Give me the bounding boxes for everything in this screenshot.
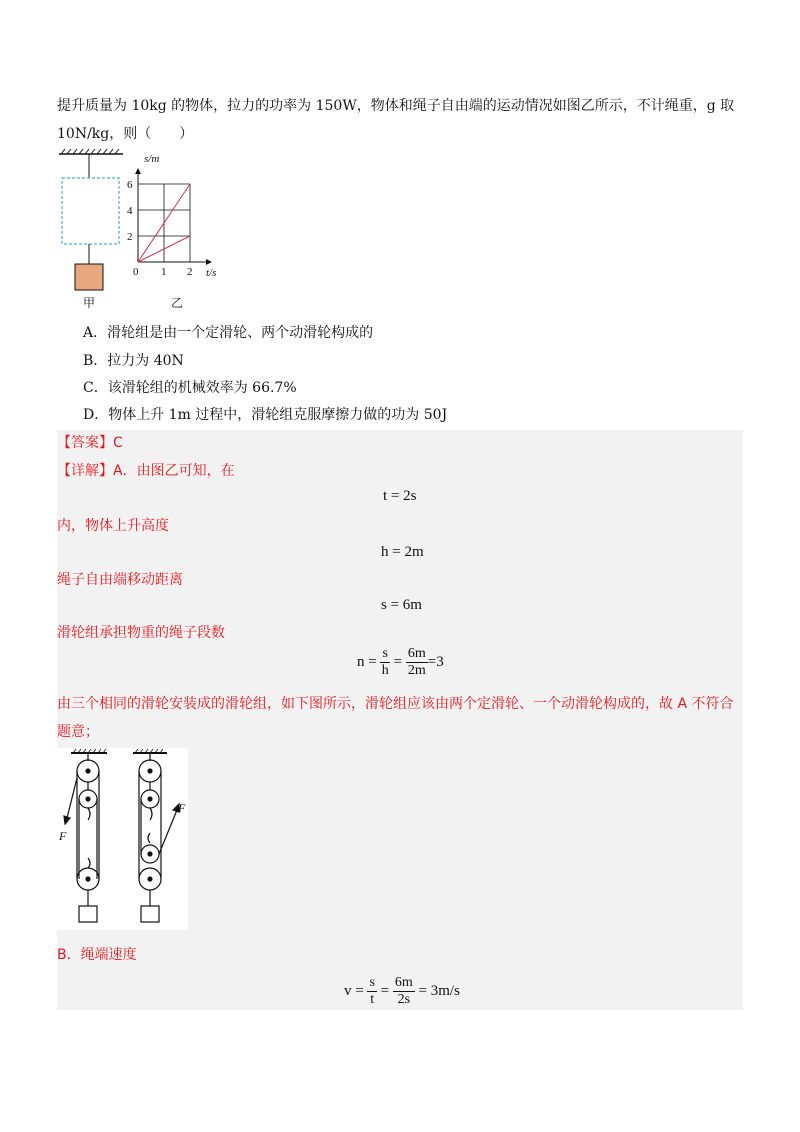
figure-jia-label: 甲	[83, 296, 96, 310]
conclusion-line-1: 由三个相同的滑轮安装成的滑轮组，如下图所示，滑轮组应该由两个定滑轮、一个动滑轮构成的，故 A 不符合	[57, 696, 734, 712]
y-axis-arrow	[135, 168, 141, 174]
hidden-pulley-box	[62, 178, 119, 244]
detail-intro: 【详解】A．由图乙可知，在	[57, 463, 235, 479]
question-line-1: 提升质量为 10kg 的物体，拉力的功率为 150W，物体和绳子自由端的运动情况如图乙所示，不计绳重，g 取	[57, 98, 735, 114]
x-axis-arrow	[206, 259, 212, 265]
y-tick-label: 6	[127, 179, 133, 191]
option-a: A．滑轮组是由一个定滑轮、两个动滑轮构成的	[83, 325, 374, 341]
force-label-right: F	[178, 801, 186, 815]
option-d: D．物体上升 1m 过程中，滑轮组克服摩擦力做的功为 50J	[83, 407, 448, 423]
y-axis-label: s/m	[144, 153, 160, 165]
x-axis-label: t/s	[206, 267, 217, 279]
pulley-diagrams	[57, 748, 188, 930]
question-line-2: 10N/kg，则（ ）	[57, 126, 194, 142]
st-chart	[120, 150, 230, 280]
equation-n: n = $\frac{s}{h}$ = $\frac{6m}{2m}$ =3	[357, 646, 444, 678]
y-tick-label: 4	[127, 205, 133, 217]
text-b: B．绳端速度	[57, 947, 137, 963]
equation-v: v = $\frac{s}{t}$ = $\frac{6m}{2s}$ = 3m/s	[344, 975, 460, 1007]
option-b: B．拉力为 40N	[83, 353, 184, 369]
text-inside: 内，物体上升高度	[57, 518, 169, 534]
answer-label: 【答案】C	[57, 435, 123, 451]
option-c: C．该滑轮组的机械效率为 66.7%	[83, 380, 297, 396]
conclusion-line-2: 题意；	[57, 724, 99, 740]
figure-yi-label: 乙	[171, 296, 184, 310]
text-rope: 绳子自由端移动距离	[57, 572, 183, 588]
x-tick-label: 2	[187, 266, 193, 278]
ceiling-hatch	[59, 149, 123, 154]
force-label-left: F	[59, 829, 67, 843]
equation-h: h = 2m	[381, 544, 424, 560]
y-tick-label: 2	[127, 231, 133, 243]
x-tick-label: 0	[133, 266, 139, 278]
text-segments: 滑轮组承担物重的绳子段数	[57, 625, 225, 641]
x-tick-label: 1	[161, 266, 167, 278]
weight-block	[75, 264, 103, 290]
equation-t: t = 2s	[383, 488, 417, 504]
equation-s: s = 6m	[381, 597, 422, 613]
